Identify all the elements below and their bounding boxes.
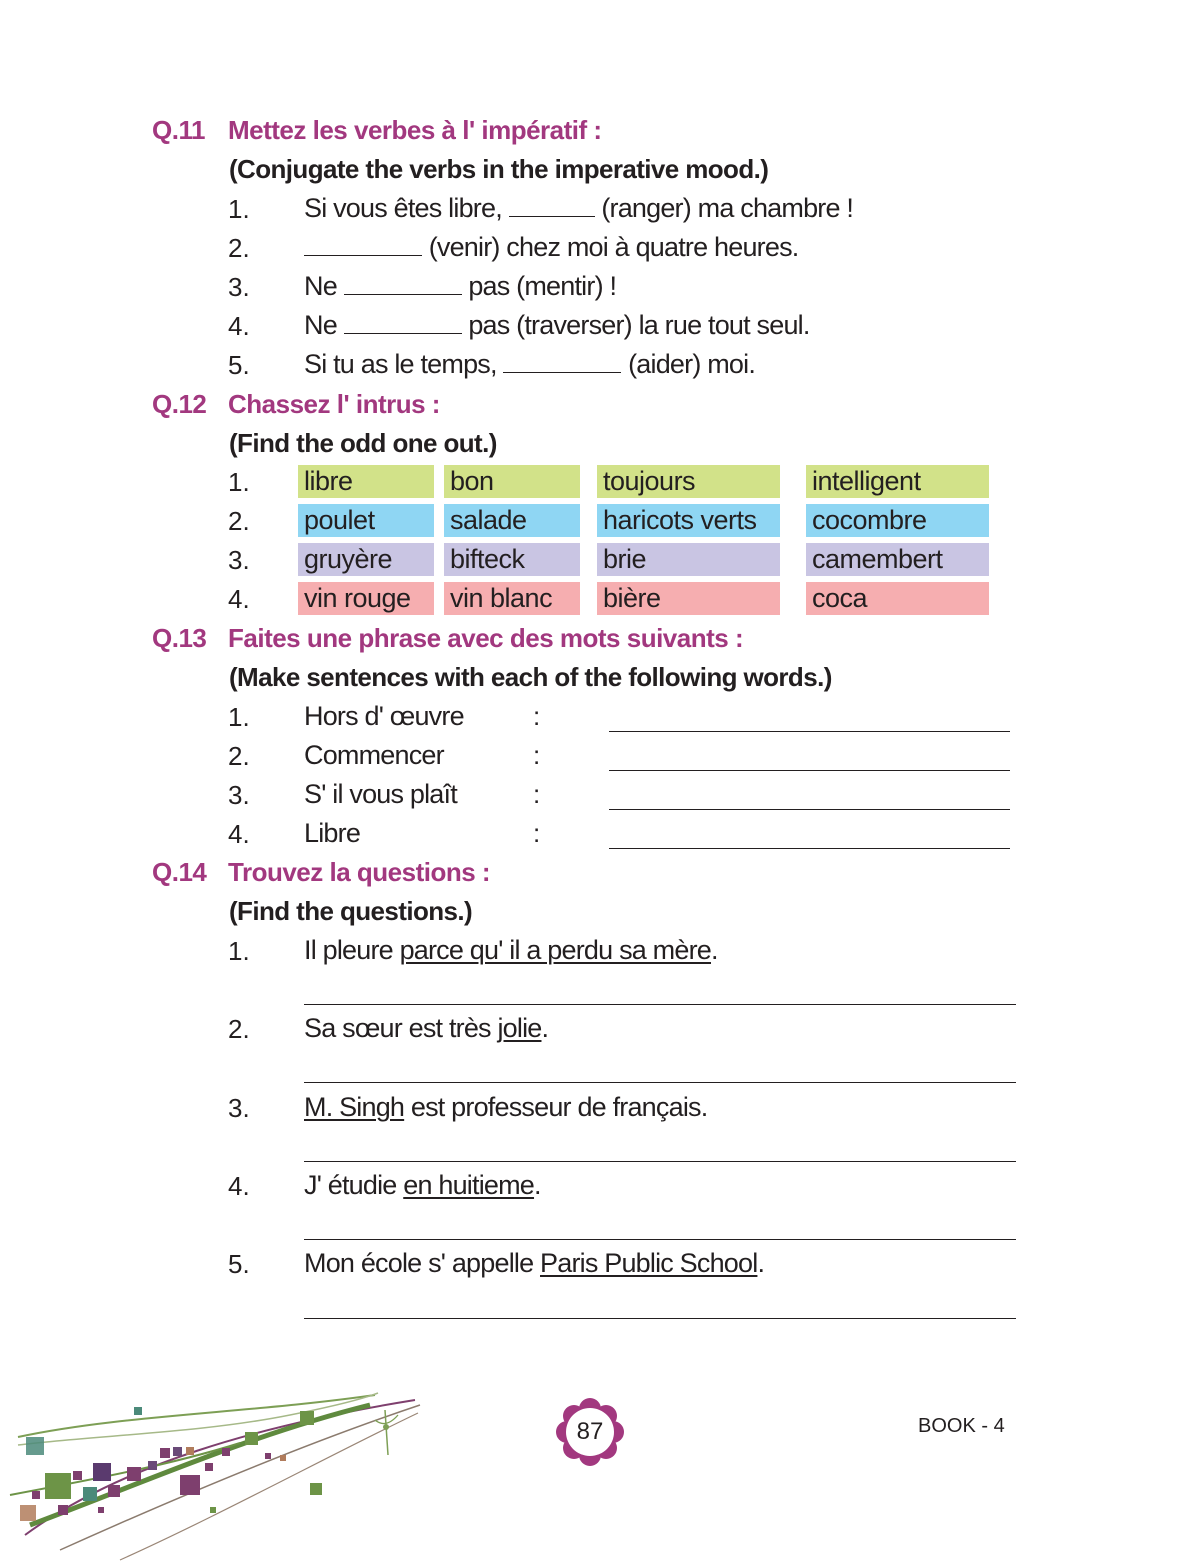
answer-blank[interactable] [304,233,422,256]
q14-item-number: 2. [228,1014,250,1044]
q11-item-number: 5. [228,350,250,380]
q12-row-number: 3. [228,545,250,575]
q12-heading [152,389,440,420]
q11-subtitle: (Conjugate the verbs in the imperative mood.) [229,154,769,184]
odd-one-option[interactable]: bière [597,582,780,615]
odd-one-option[interactable]: libre [298,465,434,498]
q14-sentence: Il pleure parce qu' il a perdu sa mère. [304,935,718,965]
q14-sentence: Mon école s' appelle Paris Public School. [304,1248,765,1278]
answer-line[interactable] [304,1239,1016,1240]
q13-item-number: 1. [228,702,250,732]
odd-one-option[interactable]: brie [597,543,780,576]
q13-colon: : [533,740,541,770]
q14-item-number: 1. [228,936,250,966]
answer-line[interactable] [609,809,1010,810]
answer-line[interactable] [304,1318,1016,1319]
answer-blank[interactable] [509,194,595,217]
odd-one-option[interactable]: intelligent [806,465,989,498]
q11-item-2: (venir) chez moi à quatre heures. [304,232,798,263]
answer-line[interactable] [304,1004,1016,1005]
q13-word: S' il vous plaît [304,779,457,809]
q13-colon: : [533,779,541,809]
odd-one-option[interactable]: toujours [597,465,780,498]
q13-word: Libre [304,818,361,848]
q12-number: Q.12 [152,389,207,419]
q14-number: Q.14 [152,857,207,887]
q13-colon: : [533,818,541,848]
answer-blank[interactable] [344,272,462,295]
q11-title: Mettez les verbes à l' impératif : [228,115,602,145]
answer-line[interactable] [609,848,1010,849]
q13-number: Q.13 [152,623,207,653]
q14-item-number: 3. [228,1093,250,1123]
q14-item-number: 4. [228,1171,250,1201]
q12-title: Chassez l' intrus : [228,389,440,419]
odd-one-option[interactable]: bon [444,465,580,498]
odd-one-option[interactable]: gruyère [298,543,434,576]
answer-blank[interactable] [503,350,621,373]
q14-heading [152,857,490,888]
odd-one-option[interactable]: camembert [806,543,989,576]
q14-subtitle: (Find the questions.) [229,896,473,926]
q11-item-number: 4. [228,311,250,341]
answer-blank[interactable] [344,311,462,334]
q13-subtitle: (Make sentences with each of the following words.) [229,662,832,692]
q12-row-number: 4. [228,584,250,614]
q12-row-number: 2. [228,506,250,536]
q13-item-number: 3. [228,780,250,810]
odd-one-option[interactable]: coca [806,582,989,615]
answer-line[interactable] [304,1082,1016,1083]
q11-heading [152,115,602,146]
q13-colon: : [533,701,541,731]
q11-item-number: 1. [228,194,250,224]
q14-item-number: 5. [228,1249,250,1279]
q13-title: Faites une phrase avec des mots suivants : [228,623,744,653]
q13-word: Hors d' œuvre [304,701,464,731]
odd-one-option[interactable]: vin rouge [298,582,434,615]
q14-title: Trouvez la questions : [228,857,491,887]
q14-sentence: Sa sœur est très jolie. [304,1013,549,1043]
q14-sentence: J' étudie en huitieme. [304,1170,541,1200]
q12-subtitle: (Find the odd one out.) [229,428,497,458]
q13-item-number: 2. [228,741,250,771]
q12-row-number: 1. [228,467,250,497]
q11-number: Q.11 [152,115,205,145]
answer-line[interactable] [609,731,1010,732]
odd-one-option[interactable]: bifteck [444,543,580,576]
q13-word: Commencer [304,740,444,770]
q14-sentence: M. Singh est professeur de français. [304,1092,708,1122]
q13-heading [152,623,743,654]
page-number: 87 [576,1418,604,1445]
q11-item-5: Si tu as le temps, (aider) moi. [304,349,756,379]
odd-one-option[interactable]: vin blanc [444,582,580,615]
answer-line[interactable] [609,770,1010,771]
book-label: BOOK - 4 [918,1415,1005,1437]
q11-item-3: Ne pas (mentir) ! [304,271,617,301]
q11-item-1: Si vous êtes libre, (ranger) ma chambre ! [304,193,854,223]
q11-item-number: 3. [228,272,250,302]
q11-item-number: 2. [228,233,250,263]
odd-one-option[interactable]: haricots verts [597,504,780,537]
odd-one-option[interactable]: poulet [298,504,434,537]
q13-item-number: 4. [228,819,250,849]
answer-line[interactable] [304,1161,1016,1162]
q11-item-4: Ne pas (traverser) la rue tout seul. [304,310,810,340]
odd-one-option[interactable]: salade [444,504,580,537]
odd-one-option[interactable]: cocombre [806,504,989,537]
decorative-swirl-graphic [0,1385,440,1563]
